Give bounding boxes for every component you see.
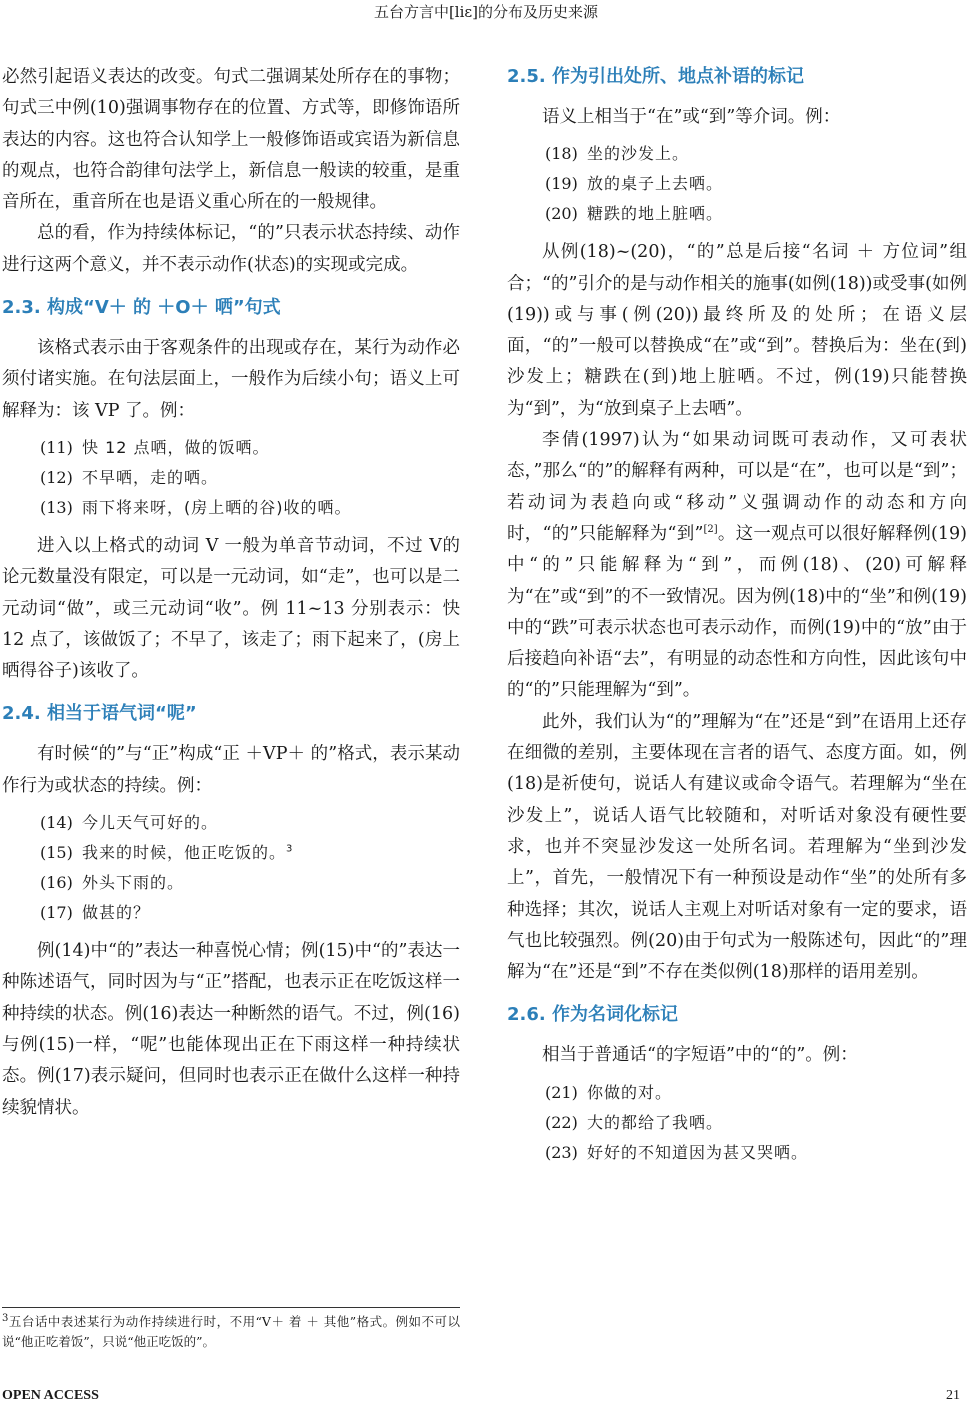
example-text: 今儿天气可好的。 [82,813,219,833]
example-text-body: 我来的时候，他正吃饭的。 [82,843,287,863]
footnote-marker[interactable]: 3 [286,843,294,855]
section-heading-2-4: 2.4. 相当于语气词“呢” [2,703,197,725]
section-heading-2-6: 2.6. 作为名词化标记 [507,1004,678,1026]
paragraph: 从例(18)~(20)，“的”总是后接“名词 ＋ 方位词”组合；“的”引介的是与动作相关的施事(如例(18))或受事(如例(19))或与事(例(20))最终所及的处所；在语义层面，“的”一般可以替换成“在”或“到”。替换后为：坐在(到)沙发上；糖跌在(到)地上脏哂。不过，例(19)只能替换为“到”，为“放到桌子上去哂”。 [507,242,967,419]
example-item [40,838,460,868]
example-number: (15) [40,843,73,863]
example-number: (22) [545,1112,578,1132]
example-item [40,463,460,493]
example-item [40,493,460,523]
paragraph: 例(14)中“的”表达一种喜悦心情；例(15)中“的”表达一种陈述语气，同时因为与“正”搭配，也表示正在吃饭这样一种持续的状态。例(16)表达一种断然的语气。不过，例(16)与例(15)一样，“呢”也能体现出正在下雨这样一种持续状态。例(17)表示疑问，但同时也表示正在做什么这样一种持续貌情状。 [2,941,460,1118]
example-item [40,868,460,898]
example-number: (23) [545,1142,578,1162]
example-number: (18) [545,144,578,164]
footnote-text: 五台话中表述某行为动作持续进行时，不用“V＋ 着 ＋ 其他”格式。例如不可以说“他正吃着饭”，只说“他正吃饭的”。 [2,1314,460,1349]
example-number: (12) [40,467,73,487]
paragraph [507,425,967,707]
example-number: (21) [545,1082,578,1102]
example-text: 你做的对。 [587,1082,673,1102]
example-text [82,838,293,868]
example-list [2,808,460,928]
example-text: 雨下将来呀，(房上晒的谷)收的哂。 [82,497,352,517]
page-number: 21 [946,1388,960,1403]
footnote-divider [2,1307,460,1308]
example-item [40,898,460,928]
footnote [2,1312,460,1352]
example-text: 不早哂，走的哂。 [82,467,219,487]
example-number: (20) [545,204,578,224]
example-item [545,1078,967,1108]
example-item [545,139,967,169]
example-item [40,433,460,463]
paragraph: 必然引起语义表达的改变。句式二强调某处所存在的事物；句式三中例(10)强调事物存在的位置、方式等，即修饰语所表达的内容。这也符合认知学上一般修饰语或宾语为新信息的观点，也符合韵律句法学上，新信息一般读的较重，是重音所在，重音所在也是语义重心所在的一般规律。 [2,67,460,213]
example-text: 做甚的？ [82,903,151,923]
paragraph: 进入以上格式的动词 V 一般为单音节动词，不过 V的论元数量没有限定，可以是一元动词，如“走”，也可以是二元动词“做”，或三元动词“收”。例 11~13 分别表示：快 12 点了，该做饭了；不早了，该走了；雨下起来了，(房上晒得谷子)该收了。 [2,535,460,682]
footnote-number: 3 [2,1312,9,1324]
example-number: (11) [40,437,73,457]
example-number: (13) [40,497,73,517]
example-list [507,139,967,229]
paragraph: 总的看，作为持续体标记，“的”只表示状态持续、动作进行这两个意义，并不表示动作(状态)的实现或完成。 [2,223,460,275]
section-heading-2-5: 2.5. 作为引出处所、地点补语的标记 [507,66,804,87]
example-text: 好好的不知道因为甚又哭哂。 [587,1142,809,1162]
citation-ref[interactable]: [2] [703,524,718,536]
example-text: 快 12 点哂，做的饭哂。 [82,437,270,457]
example-list [2,433,460,523]
example-number: (19) [545,174,578,194]
example-number: (16) [40,873,73,893]
example-text: 大的都给了我哂。 [587,1112,724,1132]
paragraph-text: 。这一观点可以很好解释例(19)中“的”只能解释为“到”，而例(18)、(20)可解释为“在”或“到”的不一致情况。因为例(18)中的“坐”和例(19)中的“跌”可表示状态也可表示动作，而例(19)中的“放”由于后接趋向补语“去”，有明显的动态性和方向性，因此该句中的“的”只能理解为“到”。 [507,523,967,701]
example-text: 坐的沙发上。 [587,144,690,164]
paragraph: 语义上相当于“在”或“到”等介词。例： [542,107,841,127]
example-text: 放的桌子上去哂。 [587,174,724,194]
open-access-label: OPEN ACCESS [2,1388,99,1403]
example-number: (14) [40,813,73,833]
section-heading-2-3: 2.3. 构成“V＋ 的 ＋O＋ 哂”句式 [2,297,281,319]
right-column [507,62,967,1176]
example-list [507,1078,967,1168]
example-item [545,199,967,229]
running-header: 五台方言中[liɛ]的分布及历史来源 [373,3,599,21]
example-item [40,808,460,838]
paragraph: 相当于普通话“的字短语”中的“的”。例： [542,1045,858,1066]
paragraph: 此外，我们认为“的”理解为“在”还是“到”在语用上还存在细微的差别，主要体现在言者的语气、态度方面。如，例(18)是祈使句，说话人有建议或命令语气。若理解为“坐在沙发上”，说话人语气比较随和，对听话对象没有硬性要求，也并不突显沙发这一处所名词。若理解为“坐到沙发上”，首先，一般情况下有一种预设是动作“坐”的处所有多种选择；其次，说话人主观上对听话对象有一定的要求，语气也比较强烈。例(20)由于句式为一般陈述句，因此“的”理解为“在”还是“到”不存在类似例(18)那样的语用差别。 [507,711,967,983]
example-item [545,1138,967,1168]
left-column [2,62,460,1124]
example-text: 外头下雨的。 [82,873,185,893]
example-number: (17) [40,903,73,923]
paragraph-text: 李倩(1997)认为“如果动词既可表动作，又可表状态，”那么“的”的解释有两种，可以是“在”，也可以是“到”；若动词为表趋向或“移动”义强调动作的动态和方向时，“的”只能解释为“到” [507,430,967,544]
paragraph: 有时候“的”与“正”构成“正 ＋VP＋ 的”格式，表示某动作行为或状态的持续。例： [2,744,460,796]
example-item [545,169,967,199]
paragraph: 该格式表示由于客观条件的出现或存在，某行为动作必须付诸实施。在句法层面上，一般作为后续小句；语义上可解释为：该 VP 了。例： [2,338,460,421]
example-text: 糖跌的地上脏哂。 [587,204,724,224]
example-item [545,1108,967,1138]
